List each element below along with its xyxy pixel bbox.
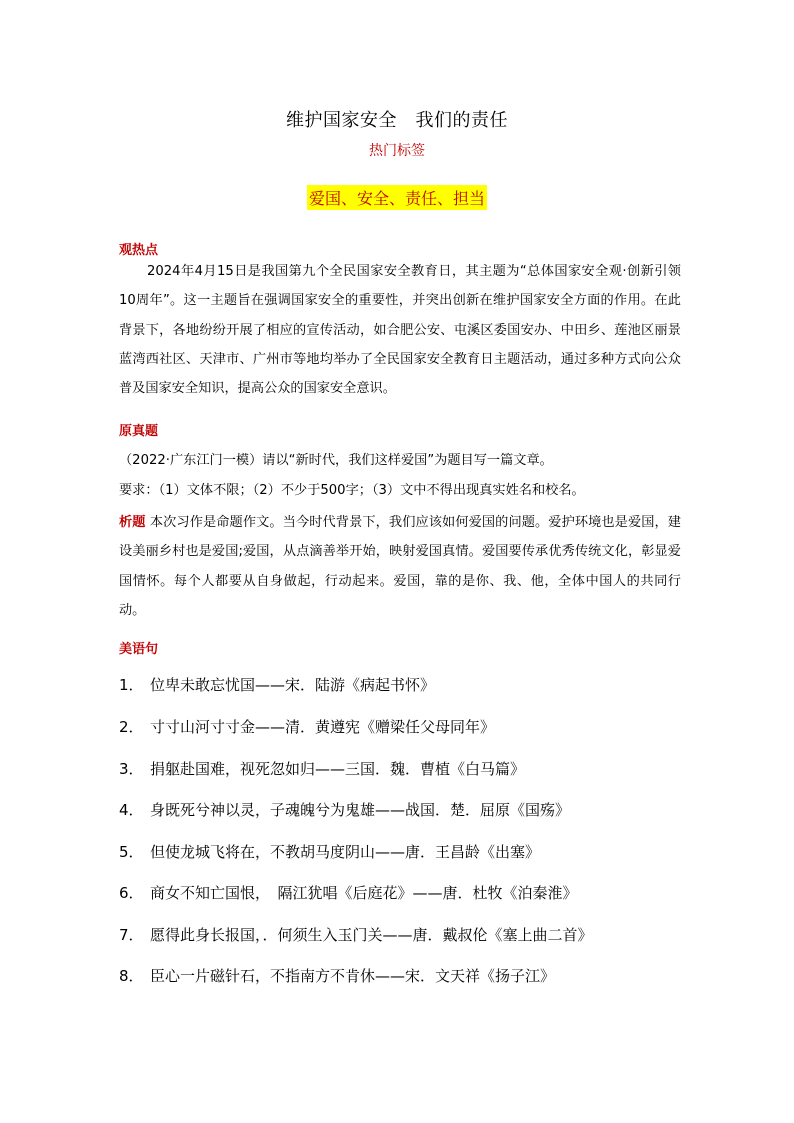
quote-text: 商女不知亡国恨， 隔江犹唱《后庭花》——唐．杜牧《泊秦淮》 [150, 884, 578, 902]
quote-item [119, 716, 495, 737]
quote-item [119, 758, 525, 779]
quote-text: 位卑未敢忘忧国——宋．陆游《病起书怀》 [150, 676, 436, 694]
quote-item [119, 674, 435, 695]
page-subtitle: 热门标签 [369, 143, 425, 159]
section-heading-hot-view: 观热点 [119, 243, 159, 258]
analysis-text: 本次习作是命题作文。当今时代背景下，我们应该如何爱国的问题。爱护环境也是爱国，建设美丽乡村也是爱国;爱国，从点滴善举开始，映射爱国真情。爱国要传承优秀传统文化，彰显爱国情怀。每个人都要从自身做起，行动起来。爱国，靠的是你、我、他，全体中国人的共同行动。 [119, 515, 681, 618]
exam-requirements: 要求：（1）文体不限；（2）不少于500字；（3）文中不得出现真实姓名和校名。 [119, 483, 585, 498]
quote-text: 但使龙城飞将在，不教胡马度阴山——唐．王昌龄《出塞》 [150, 843, 541, 861]
analysis-label: 析题 [119, 515, 146, 530]
quote-item [119, 924, 593, 945]
quote-text: 身既死兮神以灵，子魂魄兮为鬼雄——战国．楚．屈原《国殇》 [150, 801, 571, 819]
section-heading-past-exam: 原真题 [119, 424, 159, 439]
quote-item [119, 841, 540, 862]
quote-number: 4． [119, 801, 144, 819]
quote-text: 捐躯赴国难，视死忽如归——三国．魏．曹植《白马篇》 [150, 760, 526, 778]
exam-analysis [119, 508, 681, 625]
quote-number: 5． [119, 843, 144, 861]
quote-number: 6． [119, 884, 144, 902]
quote-number: 8． [119, 967, 144, 985]
quote-text: 臣心一片磁针石，不指南方不肯休——宋．文天祥《扬子江》 [150, 967, 556, 985]
tags-row [0, 185, 794, 210]
hot-tags: 爱国、安全、责任、担当 [307, 185, 487, 210]
quote-text: 愿得此身长报国，．何须生入玉门关——唐．戴叔伦《塞上曲二首》 [150, 926, 593, 944]
quote-text: 寸寸山河寸寸金——清．黄遵宪《赠梁任父母同年》 [150, 718, 496, 736]
quote-item [119, 965, 555, 986]
section-heading-quotes: 美语句 [119, 642, 159, 657]
quote-number: 2． [119, 718, 144, 736]
quote-number: 1． [119, 676, 144, 694]
quote-item [119, 882, 578, 903]
quote-number: 7． [119, 926, 144, 944]
exam-question: （2022·广东江门一模）请以“新时代，我们这样爱国”为题目写一篇文章。 [119, 453, 553, 468]
quote-item [119, 799, 570, 820]
quote-number: 3． [119, 760, 144, 778]
page-title: 维护国家安全 我们的责任 [286, 110, 508, 131]
hot-view-paragraph: 2024年4月15日是我国第九个全民国家安全教育日，其主题为“总体国家安全观·创新引领10周年”。这一主题旨在强调国家安全的重要性，并突出创新在维护国家安全方面的作用。在此背景下，各地纷纷开展了相应的宣传活动，如合肥公安、屯溪区委国安办、中田乡、莲池区丽景蓝湾西社区、天津市、广州市等地均举办了全民国家安全教育日主题活动，通过多种方式向公众普及国家安全知识，提高公众的国家安全意识。 [119, 264, 681, 397]
